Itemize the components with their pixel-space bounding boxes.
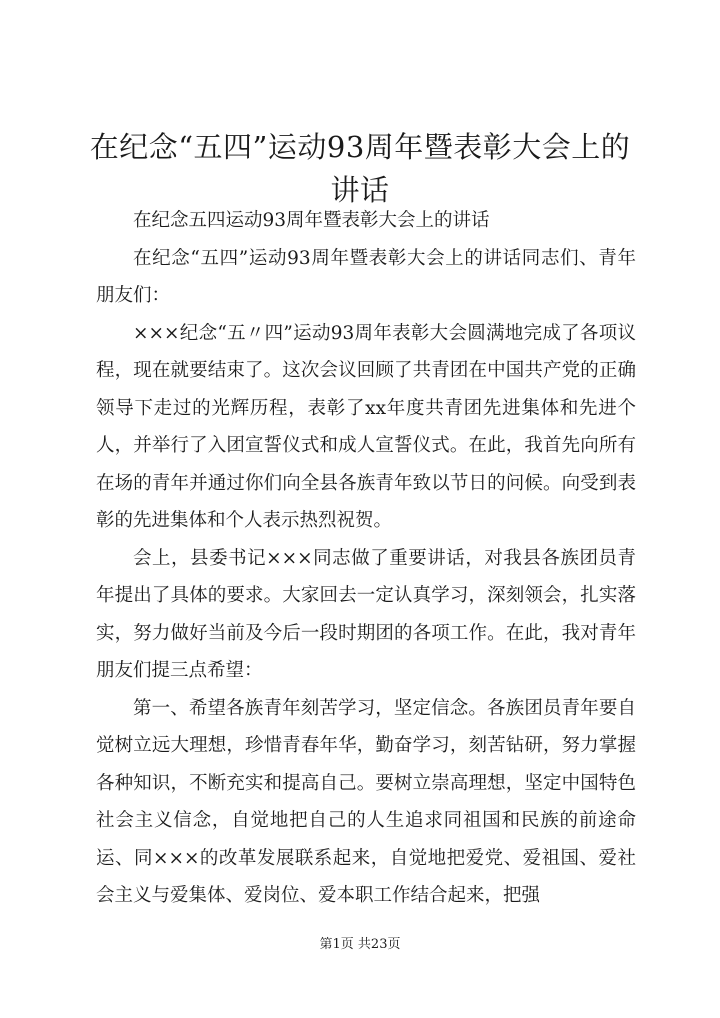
document-title: 在纪念“五四”运动93周年暨表彰大会上的讲话: [89, 130, 631, 207]
paragraph-hope-one: 第一、希望各族青年刻苦学习，坚定信念。各族团员青年要自觉树立远大理想，珍惜青春年华，勤奋学习，刻苦钻研，努力掌握各种知识，不断充实和提高自己。要树立崇高理想，坚定中国特色社会主义信念，自觉地把自己的人生追求同祖国和民族的前途命运、同×××的改革发展联系起来，自觉地把爱党、爱祖国、爱社会主义与爱集体、爱岗位、爱本职工作结合起来，把强: [96, 697, 636, 906]
paragraph-meeting: 会上，县委书记×××同志做了重要讲话，对我县各族团员青年提出了具体的要求。大家回去一定认真学习，深刻领会，扎实落实，努力做好当前及今后一段时期团的各项工作。在此，我对青年朋友们提三点希望：: [96, 547, 636, 681]
paragraph-subtitle: 在纪念五四运动93周年暨表彰大会上的讲话: [133, 210, 490, 231]
page-footer: 第1页 共23页: [319, 937, 401, 952]
paragraph-greeting: 在纪念“五四”运动93周年暨表彰大会上的讲话同志们、青年朋友们：: [96, 247, 636, 306]
paragraph-opening: ×××纪念“五〃四”运动93周年表彰大会圆满地完成了各项议程，现在就要结束了。这次会议回顾了共青团在中国共产党的正确领导下走过的光辉历程，表彰了xx年度共青团先进集体和先进个人，并举行了入团宣誓仪式和成人宣誓仪式。在此，我首先向所有在场的青年并通过你们向全县各族青年致以节日的问候。向受到表彰的先进集体和个人表示热烈祝贺。: [96, 322, 636, 531]
document-body: [96, 202, 636, 915]
